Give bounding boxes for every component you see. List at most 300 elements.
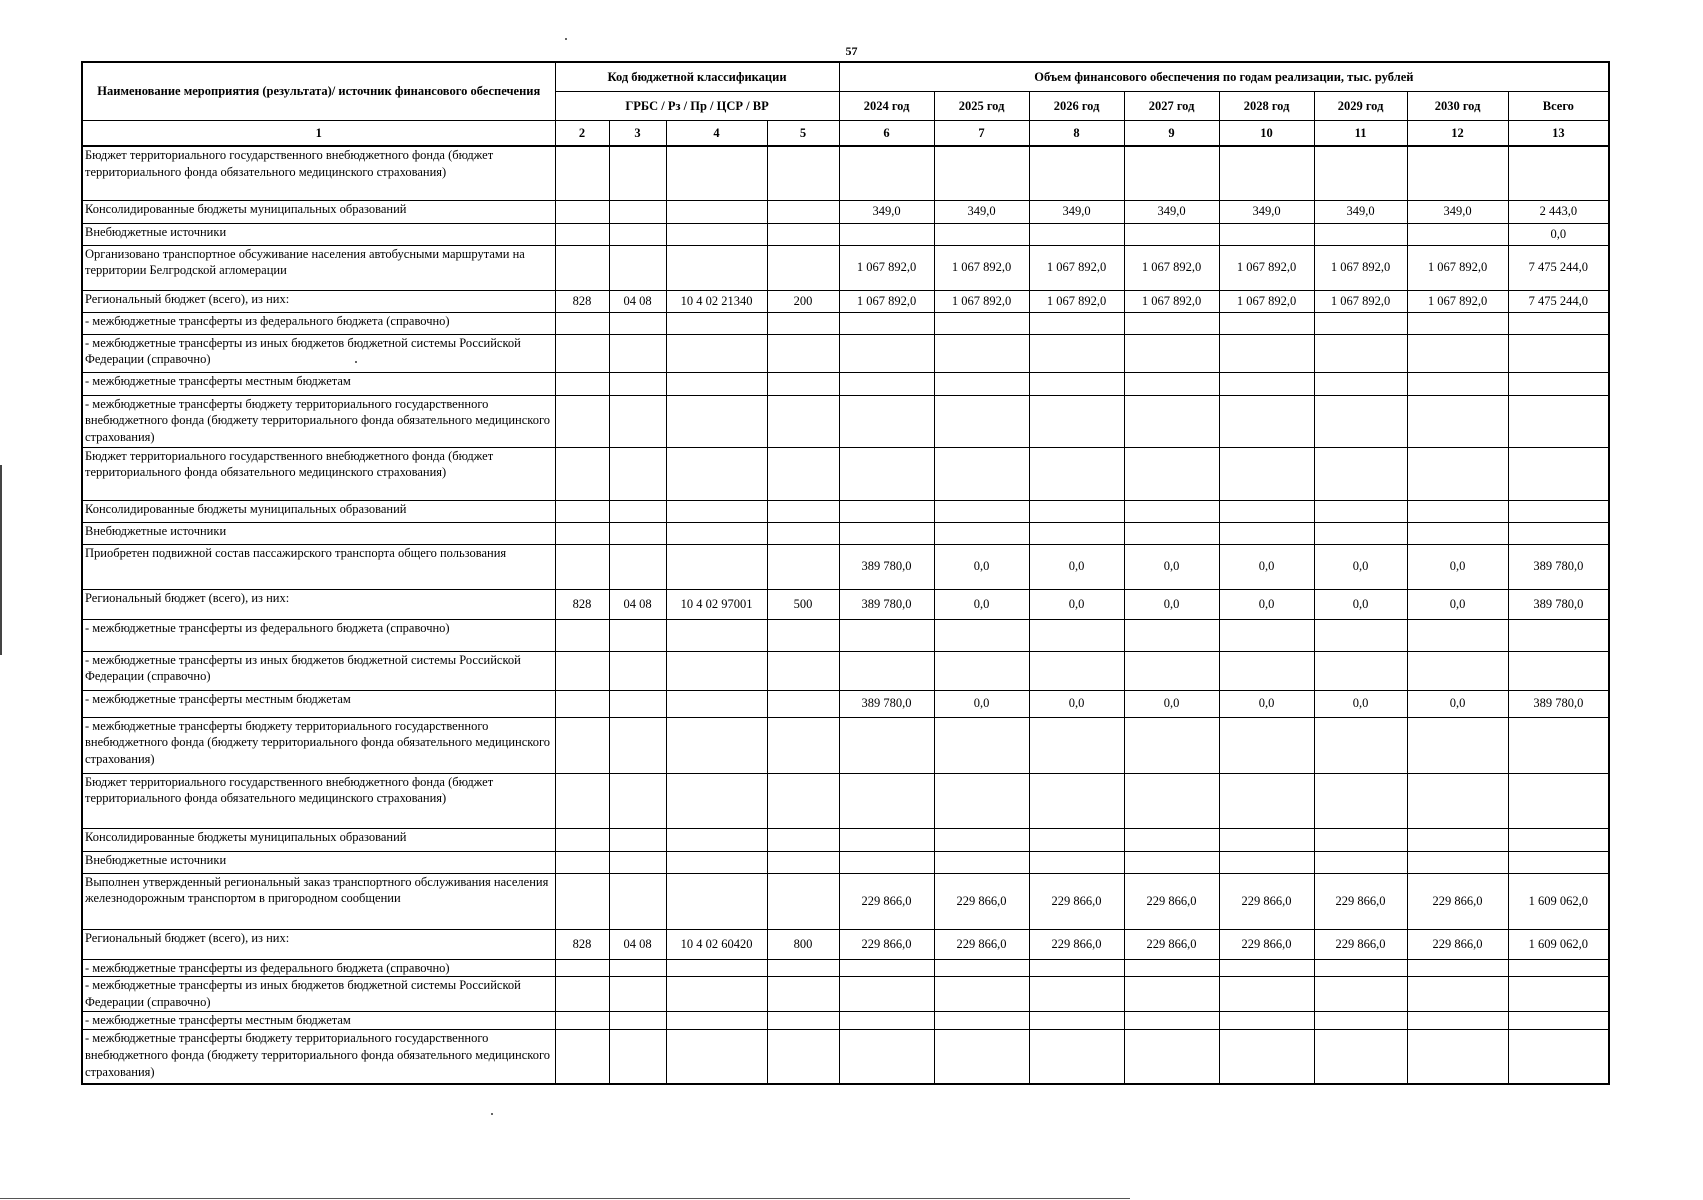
year-value-cell: [1314, 146, 1407, 200]
year-value-cell: [839, 372, 934, 395]
year-value-cell: 1 067 892,0: [839, 245, 934, 290]
year-value-cell: [1407, 500, 1508, 522]
year-value-cell: [839, 1030, 934, 1084]
year-value-cell: [934, 1030, 1029, 1084]
year-value-cell: [1314, 500, 1407, 522]
year-value-cell: [839, 334, 934, 372]
budget-code-cell: [609, 851, 666, 873]
budget-code-cell: [666, 522, 767, 544]
year-value-cell: 229 866,0: [1124, 929, 1219, 959]
column-number: 2: [555, 121, 609, 147]
year-value-cell: [934, 773, 1029, 828]
year-value-cell: [839, 146, 934, 200]
year-value-cell: [1029, 651, 1124, 690]
budget-code-cell: [666, 544, 767, 589]
total-cell: [1508, 447, 1609, 500]
year-value-cell: [1407, 1012, 1508, 1030]
year-value-cell: 0,0: [1219, 544, 1314, 589]
budget-code-cell: [555, 447, 609, 500]
table-row: [82, 873, 1609, 929]
year-value-cell: 349,0: [1314, 200, 1407, 223]
year-value-cell: [1029, 851, 1124, 873]
year-value-cell: 1 067 892,0: [934, 290, 1029, 312]
budget-code-cell: [767, 312, 839, 334]
year-value-cell: [1314, 651, 1407, 690]
year-value-cell: [1219, 223, 1314, 245]
year-value-cell: [1219, 851, 1314, 873]
year-value-cell: 229 866,0: [934, 873, 1029, 929]
total-cell: [1508, 395, 1609, 447]
row-name: - межбюджетные трансферты из федерального бюджета (справочно): [82, 312, 555, 334]
total-cell: [1508, 1030, 1609, 1084]
row-name: Внебюджетные источники: [82, 851, 555, 873]
scan-edge-mark: [0, 465, 2, 655]
budget-code-cell: [666, 619, 767, 651]
total-cell: [1508, 619, 1609, 651]
year-value-cell: [1029, 977, 1124, 1012]
year-value-cell: 1 067 892,0: [1407, 245, 1508, 290]
year-value-cell: 0,0: [1407, 690, 1508, 717]
year-value-cell: 229 866,0: [839, 873, 934, 929]
year-value-cell: [1124, 619, 1219, 651]
year-value-cell: [1314, 447, 1407, 500]
column-number: 6: [839, 121, 934, 147]
year-value-cell: [839, 522, 934, 544]
year-value-cell: [1029, 395, 1124, 447]
budget-code-cell: [555, 146, 609, 200]
year-value-cell: [1407, 773, 1508, 828]
column-number: 12: [1407, 121, 1508, 147]
year-value-cell: [1029, 500, 1124, 522]
budget-code-cell: [609, 447, 666, 500]
table-row: [82, 372, 1609, 395]
header-year: 2024 год: [839, 92, 934, 121]
year-value-cell: [1219, 1012, 1314, 1030]
column-number: 4: [666, 121, 767, 147]
year-value-cell: [1407, 977, 1508, 1012]
total-cell: [1508, 828, 1609, 851]
year-value-cell: [1124, 395, 1219, 447]
budget-code-cell: [609, 200, 666, 223]
budget-code-cell: 10 4 02 21340: [666, 290, 767, 312]
column-number: 3: [609, 121, 666, 147]
year-value-cell: [934, 395, 1029, 447]
table-row: [82, 589, 1609, 619]
table-row: [82, 500, 1609, 522]
budget-code-cell: [767, 146, 839, 200]
budget-code-cell: [555, 500, 609, 522]
budget-code-cell: [555, 651, 609, 690]
header-year: 2027 год: [1124, 92, 1219, 121]
year-value-cell: [1314, 372, 1407, 395]
budget-code-cell: [609, 773, 666, 828]
budget-code-cell: [555, 522, 609, 544]
budget-code-cell: [767, 690, 839, 717]
budget-code-cell: [767, 1012, 839, 1030]
budget-code-cell: [555, 223, 609, 245]
year-value-cell: [1314, 1012, 1407, 1030]
year-value-cell: 0,0: [1407, 589, 1508, 619]
year-value-cell: [934, 851, 1029, 873]
total-cell: 389 780,0: [1508, 544, 1609, 589]
header-year: 2029 год: [1314, 92, 1407, 121]
table-row: [82, 929, 1609, 959]
row-name: Приобретен подвижной состав пассажирского транспорта общего пользования: [82, 544, 555, 589]
year-value-cell: [1314, 959, 1407, 977]
year-value-cell: [1029, 372, 1124, 395]
budget-code-cell: [767, 447, 839, 500]
budget-code-cell: [555, 873, 609, 929]
year-value-cell: [1407, 851, 1508, 873]
year-value-cell: 1 067 892,0: [1029, 245, 1124, 290]
budget-code-cell: [666, 200, 767, 223]
budget-code-cell: [609, 619, 666, 651]
year-value-cell: [1029, 828, 1124, 851]
table-header: [82, 62, 1609, 146]
year-value-cell: [1124, 1030, 1219, 1084]
year-value-cell: [934, 717, 1029, 773]
budget-code-cell: [609, 690, 666, 717]
total-cell: 1 609 062,0: [1508, 873, 1609, 929]
budget-code-cell: [609, 651, 666, 690]
year-value-cell: [1124, 828, 1219, 851]
table-row: [82, 395, 1609, 447]
budget-code-cell: 500: [767, 589, 839, 619]
row-name: Консолидированные бюджеты муниципальных образований: [82, 200, 555, 223]
table-row: [82, 959, 1609, 977]
year-value-cell: 0,0: [934, 690, 1029, 717]
budget-code-cell: [555, 959, 609, 977]
budget-code-cell: [767, 500, 839, 522]
year-value-cell: [1219, 395, 1314, 447]
budget-code-cell: [767, 828, 839, 851]
year-value-cell: [1407, 146, 1508, 200]
table-row: [82, 334, 1609, 372]
year-value-cell: 1 067 892,0: [1219, 245, 1314, 290]
year-value-cell: [1219, 522, 1314, 544]
header-code-sub: ГРБС / Рз / Пр / ЦСР / ВР: [555, 92, 839, 121]
budget-code-cell: [555, 977, 609, 1012]
year-value-cell: [1407, 651, 1508, 690]
year-value-cell: [1219, 372, 1314, 395]
year-value-cell: [1029, 146, 1124, 200]
year-value-cell: 0,0: [1314, 544, 1407, 589]
total-cell: [1508, 651, 1609, 690]
year-value-cell: [1407, 312, 1508, 334]
year-value-cell: [1314, 828, 1407, 851]
year-value-cell: 0,0: [1314, 690, 1407, 717]
total-cell: [1508, 500, 1609, 522]
year-value-cell: [1124, 372, 1219, 395]
budget-code-cell: [666, 717, 767, 773]
year-value-cell: 349,0: [1219, 200, 1314, 223]
budget-code-cell: [666, 873, 767, 929]
row-name: Выполнен утвержденный региональный заказ транспортного обслуживания населения железнодорожным транспортом в пригородном сообщении: [82, 873, 555, 929]
total-cell: 389 780,0: [1508, 690, 1609, 717]
budget-code-cell: [555, 200, 609, 223]
year-value-cell: [1407, 522, 1508, 544]
year-value-cell: [1407, 447, 1508, 500]
scan-speck: [491, 1113, 493, 1115]
budget-code-cell: [555, 851, 609, 873]
year-value-cell: 0,0: [1029, 544, 1124, 589]
budget-code-cell: [666, 851, 767, 873]
row-name: - межбюджетные трансферты из иных бюджетов бюджетной системы Российской Федерации (справочно): [82, 651, 555, 690]
year-value-cell: [839, 977, 934, 1012]
year-value-cell: [839, 447, 934, 500]
year-value-cell: [1314, 395, 1407, 447]
year-value-cell: 389 780,0: [839, 589, 934, 619]
budget-code-cell: [767, 977, 839, 1012]
total-cell: 7 475 244,0: [1508, 290, 1609, 312]
year-value-cell: [934, 500, 1029, 522]
year-value-cell: [1407, 334, 1508, 372]
table-row: [82, 544, 1609, 589]
year-value-cell: 229 866,0: [1314, 929, 1407, 959]
year-value-cell: [1219, 334, 1314, 372]
budget-code-cell: [609, 334, 666, 372]
budget-code-cell: [609, 959, 666, 977]
year-value-cell: 0,0: [934, 589, 1029, 619]
row-name: - межбюджетные трансферты из иных бюджетов бюджетной системы Российской Федерации (справочно): [82, 334, 555, 372]
budget-code-cell: [666, 1030, 767, 1084]
year-value-cell: [1219, 977, 1314, 1012]
year-value-cell: [839, 312, 934, 334]
total-cell: 0,0: [1508, 223, 1609, 245]
year-value-cell: [934, 223, 1029, 245]
year-value-cell: [1124, 717, 1219, 773]
budget-code-cell: 10 4 02 60420: [666, 929, 767, 959]
budget-code-cell: 828: [555, 290, 609, 312]
budget-code-cell: [555, 395, 609, 447]
budget-code-cell: [666, 146, 767, 200]
budget-code-cell: [666, 959, 767, 977]
budget-code-cell: [767, 959, 839, 977]
year-value-cell: [934, 334, 1029, 372]
column-number: 10: [1219, 121, 1314, 147]
year-value-cell: [1314, 312, 1407, 334]
year-value-cell: 0,0: [1029, 589, 1124, 619]
budget-code-cell: [609, 1030, 666, 1084]
row-name: Бюджет территориального государственного внебюджетного фонда (бюджет территориального фонда обязательного медицинского страхования): [82, 146, 555, 200]
year-value-cell: [1124, 447, 1219, 500]
year-value-cell: [1124, 500, 1219, 522]
budget-code-cell: [555, 828, 609, 851]
table-row: [82, 1030, 1609, 1084]
budget-code-cell: [666, 977, 767, 1012]
year-value-cell: 1 067 892,0: [1219, 290, 1314, 312]
budget-code-cell: 828: [555, 929, 609, 959]
year-value-cell: 229 866,0: [1314, 873, 1407, 929]
total-cell: 1 609 062,0: [1508, 929, 1609, 959]
budget-code-cell: [609, 312, 666, 334]
budget-code-cell: [666, 223, 767, 245]
header-total: Всего: [1508, 92, 1609, 121]
year-value-cell: 349,0: [1029, 200, 1124, 223]
year-value-cell: [839, 851, 934, 873]
column-number: 8: [1029, 121, 1124, 147]
year-value-cell: [1314, 522, 1407, 544]
total-cell: 7 475 244,0: [1508, 245, 1609, 290]
year-value-cell: [1407, 717, 1508, 773]
header-year: 2026 год: [1029, 92, 1124, 121]
year-value-cell: 1 067 892,0: [934, 245, 1029, 290]
row-name: - межбюджетные трансферты местным бюджетам: [82, 690, 555, 717]
budget-code-cell: [767, 773, 839, 828]
table-row: [82, 290, 1609, 312]
budget-code-cell: 04 08: [609, 929, 666, 959]
year-value-cell: [1314, 619, 1407, 651]
total-cell: [1508, 977, 1609, 1012]
year-value-cell: [934, 372, 1029, 395]
year-value-cell: 349,0: [839, 200, 934, 223]
row-name: Региональный бюджет (всего), из них:: [82, 290, 555, 312]
year-value-cell: 349,0: [1124, 200, 1219, 223]
year-value-cell: [839, 717, 934, 773]
table-row: [82, 1012, 1609, 1030]
year-value-cell: 229 866,0: [1407, 873, 1508, 929]
budget-code-cell: 828: [555, 589, 609, 619]
year-value-cell: [1124, 651, 1219, 690]
budget-code-cell: [609, 372, 666, 395]
row-name: Внебюджетные источники: [82, 522, 555, 544]
row-name: - межбюджетные трансферты бюджету территориального государственного внебюджетного фонда (бюджету территориального фонда обязательного медицинского страхования): [82, 395, 555, 447]
year-value-cell: [839, 1012, 934, 1030]
year-value-cell: 1 067 892,0: [839, 290, 934, 312]
budget-code-cell: [666, 651, 767, 690]
table-row: [82, 200, 1609, 223]
budget-code-cell: [555, 245, 609, 290]
year-value-cell: [934, 619, 1029, 651]
year-value-cell: [1407, 1030, 1508, 1084]
budget-code-cell: [666, 500, 767, 522]
year-value-cell: [934, 312, 1029, 334]
year-value-cell: [1124, 334, 1219, 372]
budget-code-cell: [666, 312, 767, 334]
year-value-cell: 229 866,0: [1029, 873, 1124, 929]
year-value-cell: [1219, 447, 1314, 500]
bottom-rule: [0, 1198, 1130, 1199]
year-value-cell: [839, 773, 934, 828]
budget-code-cell: [609, 245, 666, 290]
header-year: 2028 год: [1219, 92, 1314, 121]
budget-code-cell: [609, 395, 666, 447]
table-row: [82, 690, 1609, 717]
budget-code-cell: [767, 522, 839, 544]
total-cell: [1508, 312, 1609, 334]
row-name: Организовано транспортное обсуживание населения автобусными маршрутами на территории Белгродской агломерации: [82, 245, 555, 290]
year-value-cell: [839, 651, 934, 690]
year-value-cell: [1029, 619, 1124, 651]
budget-code-cell: [767, 200, 839, 223]
year-value-cell: 349,0: [934, 200, 1029, 223]
year-value-cell: [1219, 619, 1314, 651]
budget-code-cell: [767, 873, 839, 929]
total-cell: [1508, 334, 1609, 372]
budget-code-cell: [666, 828, 767, 851]
budget-code-cell: 10 4 02 97001: [666, 589, 767, 619]
year-value-cell: 1 067 892,0: [1029, 290, 1124, 312]
year-value-cell: [1314, 1030, 1407, 1084]
column-number: 1: [82, 121, 555, 147]
year-value-cell: [1314, 773, 1407, 828]
total-cell: [1508, 959, 1609, 977]
budget-code-cell: [609, 828, 666, 851]
year-value-cell: 229 866,0: [1407, 929, 1508, 959]
year-value-cell: [934, 1012, 1029, 1030]
budget-code-cell: [767, 223, 839, 245]
budget-code-cell: [767, 334, 839, 372]
total-cell: [1508, 717, 1609, 773]
budget-code-cell: [767, 651, 839, 690]
budget-code-cell: [666, 447, 767, 500]
budget-code-cell: [767, 544, 839, 589]
year-value-cell: [1219, 828, 1314, 851]
year-value-cell: 0,0: [1124, 589, 1219, 619]
year-value-cell: [839, 828, 934, 851]
table-row: [82, 146, 1609, 200]
year-value-cell: [1219, 773, 1314, 828]
total-cell: [1508, 1012, 1609, 1030]
table-row: [82, 312, 1609, 334]
row-name: Региональный бюджет (всего), из них:: [82, 589, 555, 619]
year-value-cell: [839, 500, 934, 522]
year-value-cell: 0,0: [1219, 589, 1314, 619]
budget-code-cell: 04 08: [609, 589, 666, 619]
header-funding-group: Объем финансового обеспечения по годам реализации, тыс. рублей: [839, 62, 1609, 92]
year-value-cell: [1029, 312, 1124, 334]
column-number: 7: [934, 121, 1029, 147]
table-row: [82, 245, 1609, 290]
budget-code-cell: [666, 690, 767, 717]
table-row: [82, 851, 1609, 873]
year-value-cell: [1407, 828, 1508, 851]
budget-code-cell: [555, 717, 609, 773]
row-name: Консолидированные бюджеты муниципальных образований: [82, 500, 555, 522]
budget-code-cell: [555, 372, 609, 395]
year-value-cell: [1407, 395, 1508, 447]
total-cell: [1508, 851, 1609, 873]
scan-speck: [565, 38, 567, 40]
budget-code-cell: [767, 395, 839, 447]
year-value-cell: [839, 959, 934, 977]
year-value-cell: [1219, 959, 1314, 977]
header-code-group: Код бюджетной классификации: [555, 62, 839, 92]
budget-code-cell: [609, 717, 666, 773]
row-name: - межбюджетные трансферты местным бюджетам: [82, 1012, 555, 1030]
budget-code-cell: [666, 773, 767, 828]
year-value-cell: [934, 828, 1029, 851]
year-value-cell: [1029, 1030, 1124, 1084]
page-number: 57: [845, 44, 858, 58]
row-name: - межбюджетные трансферты бюджету территориального государственного внебюджетного фонда (бюджету территориального фонда обязательного медицинского страхования): [82, 717, 555, 773]
year-value-cell: [1314, 717, 1407, 773]
year-value-cell: 1 067 892,0: [1124, 290, 1219, 312]
year-value-cell: 0,0: [1124, 544, 1219, 589]
year-value-cell: [1029, 522, 1124, 544]
row-name: Консолидированные бюджеты муниципальных образований: [82, 828, 555, 851]
row-name: - межбюджетные трансферты из федерального бюджета (справочно): [82, 619, 555, 651]
year-value-cell: [1219, 312, 1314, 334]
year-value-cell: [1029, 1012, 1124, 1030]
year-value-cell: 1 067 892,0: [1314, 290, 1407, 312]
year-value-cell: 229 866,0: [1219, 929, 1314, 959]
row-name: - межбюджетные трансферты бюджету территориального государственного внебюджетного фонда (бюджету территориального фонда обязательного медицинского страхования): [82, 1030, 555, 1084]
total-cell: [1508, 146, 1609, 200]
year-value-cell: [1314, 851, 1407, 873]
year-value-cell: [1124, 959, 1219, 977]
year-value-cell: [1407, 223, 1508, 245]
